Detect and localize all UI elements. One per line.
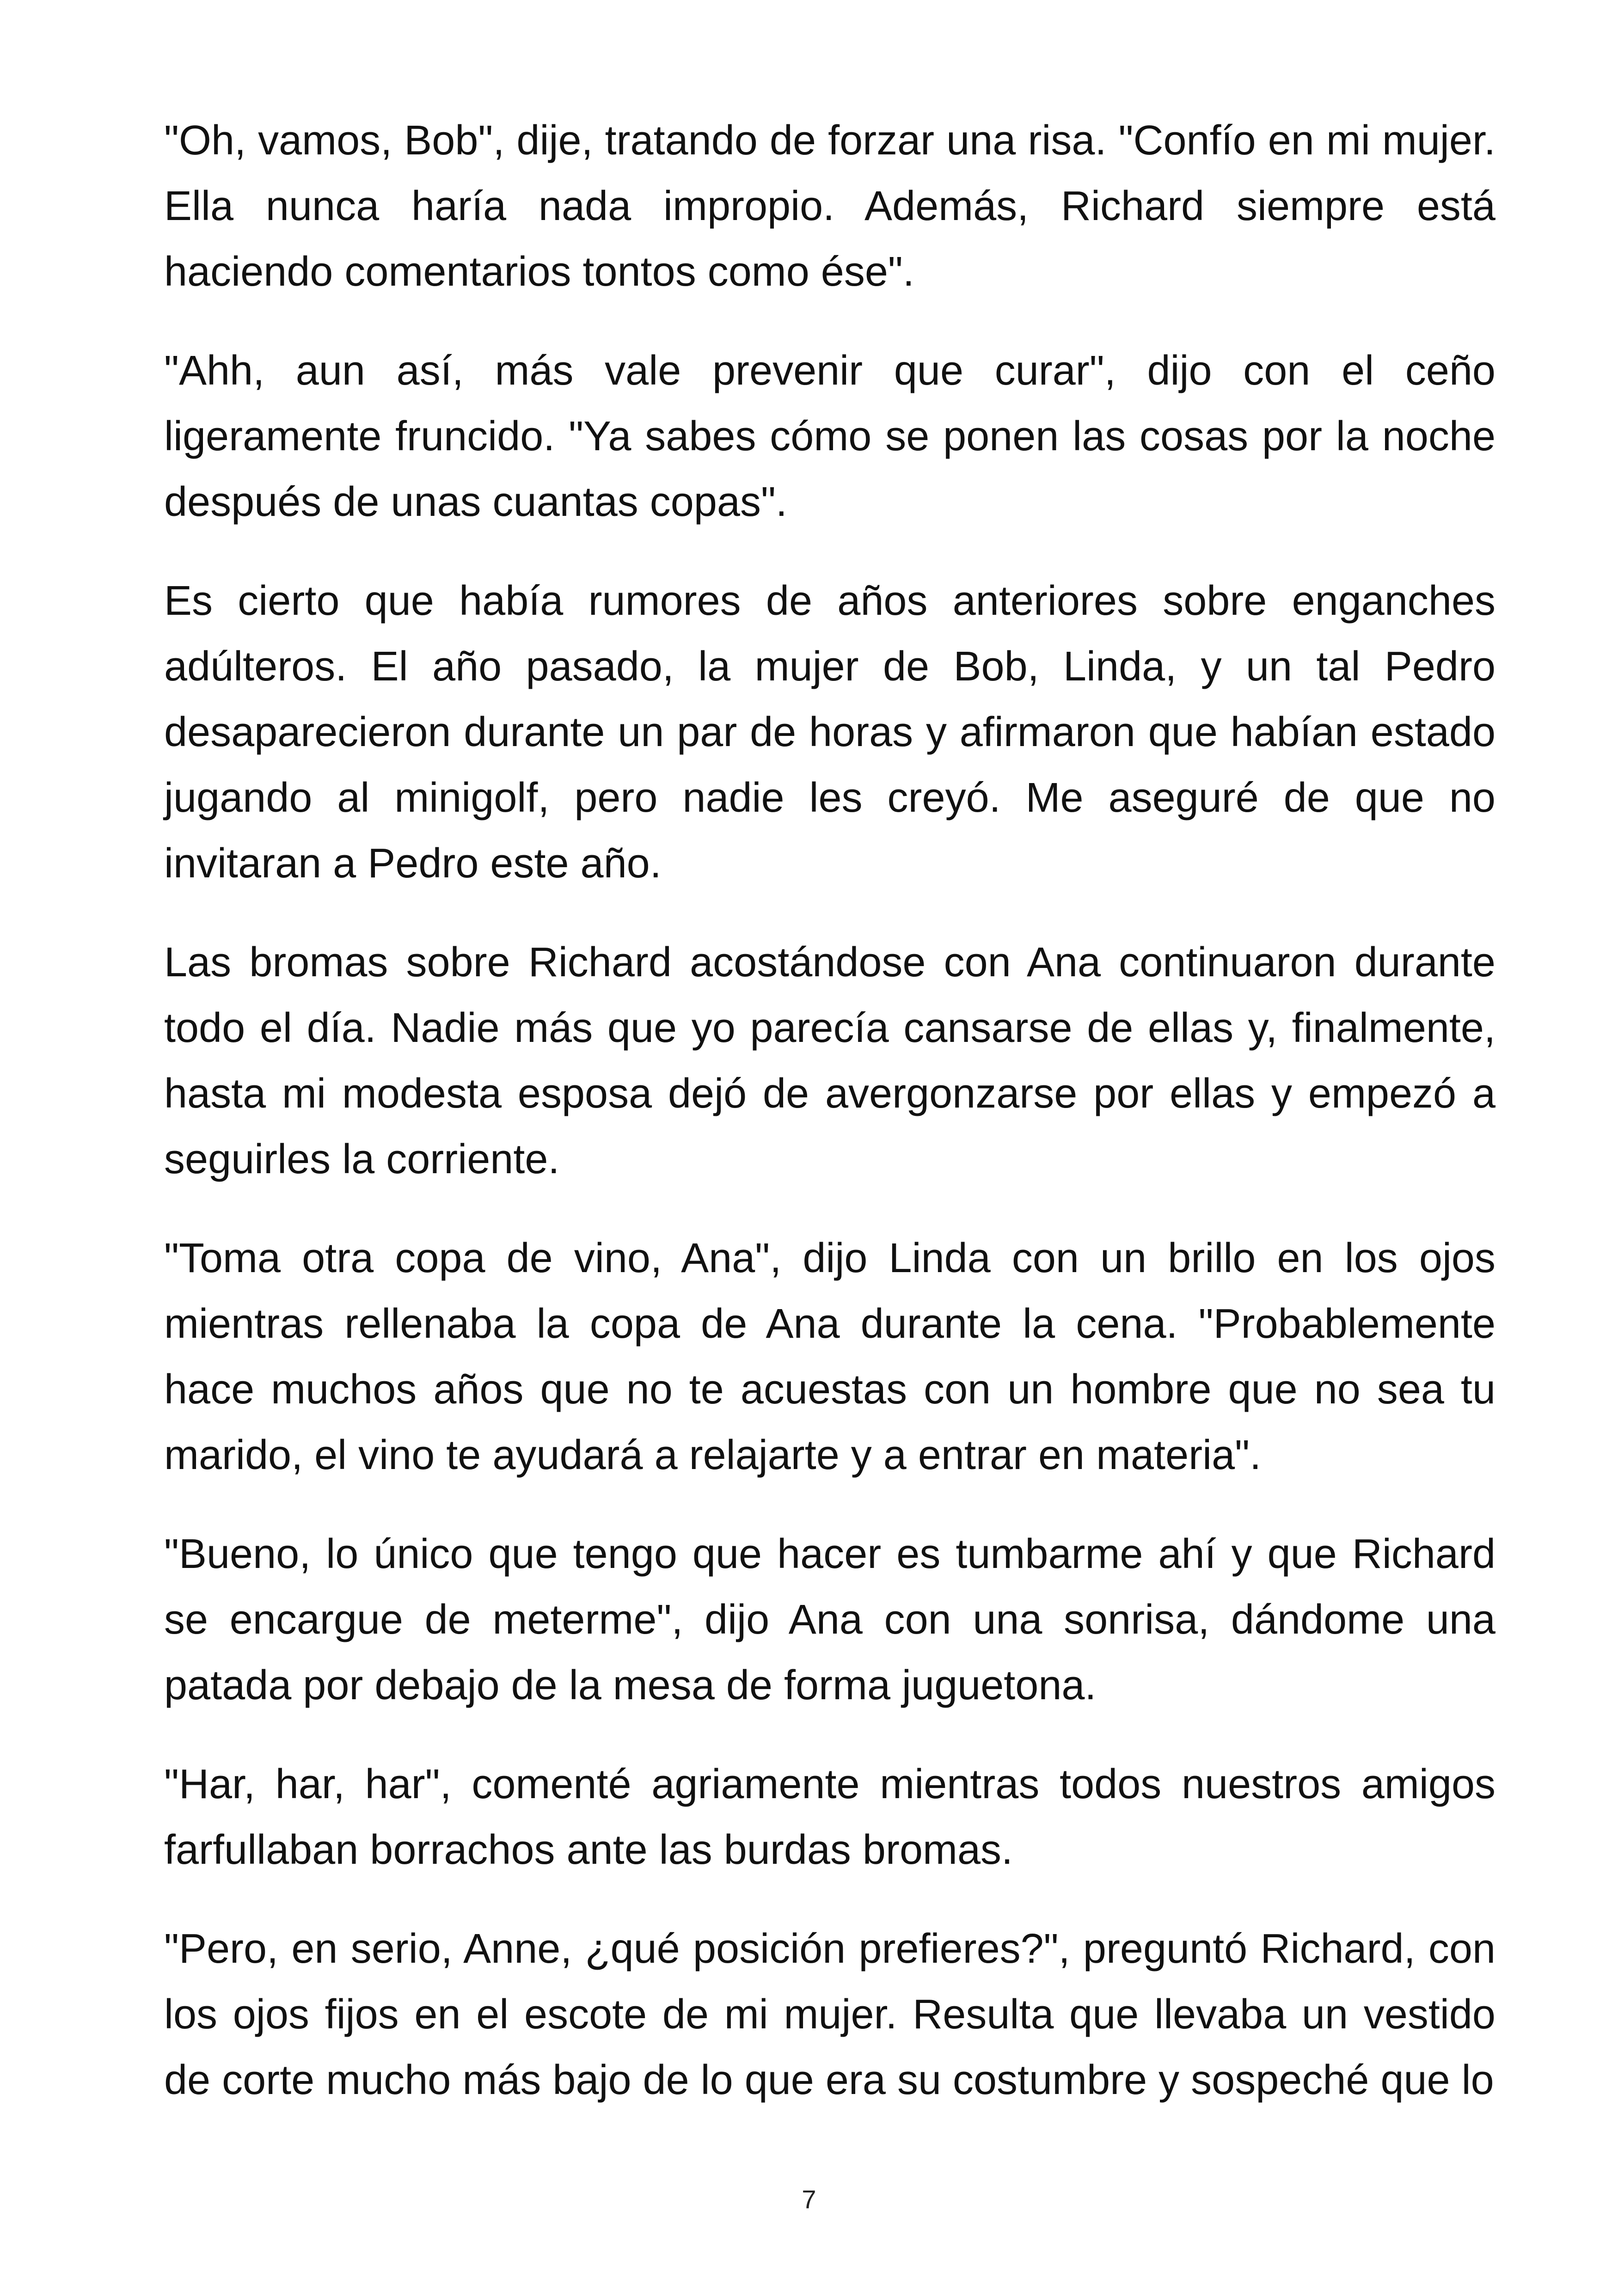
- paragraph-7: "Har, har, har", comenté agriamente mientras todos nuestros amigos farfullaban borrachos ante las burdas bromas.: [164, 1761, 1495, 1873]
- paragraph-1: "Oh, vamos, Bob", dije, tratando de forzar una risa. "Confío en mi mujer. Ella nunca haría nada impropio. Además, Richard siempre está haciendo comentarios tontos como ése".: [164, 117, 1495, 295]
- paragraph-3: Es cierto que había rumores de años anteriores sobre enganches adúlteros. El año pasado, la mujer de Bob, Linda, y un tal Pedro desaparecieron durante un par de horas y afirmaron que habían estado jugando al minigolf, pero nadie les creyó. Me aseguré de que no invitaran a Pedro este año.: [164, 578, 1495, 887]
- paragraph-2: "Ahh, aun así, más vale prevenir que curar", dijo con el ceño ligeramente fruncido. "Ya sabes cómo se ponen las cosas por la noche después de unas cuantas copas".: [164, 348, 1495, 525]
- paragraph-6: "Bueno, lo único que tengo que hacer es tumbarme ahí y que Richard se encargue de meterme", dijo Ana con una sonrisa, dándome una patada por debajo de la mesa de forma juguetona.: [164, 1531, 1495, 1708]
- page-number: 7: [802, 2185, 816, 2214]
- paragraph-5: "Toma otra copa de vino, Ana", dijo Linda con un brillo en los ojos mientras rellenaba la copa de Ana durante la cena. "Probablemente hace muchos años que no te acuestas con un hombre que no sea tu marido, el vino te ayudará a relajarte y a entrar en materia".: [164, 1235, 1495, 1478]
- paragraph-4: Las bromas sobre Richard acostándose con Ana continuaron durante todo el día. Nadie más que yo parecía cansarse de ellas y, finalmente, hasta mi modesta esposa dejó de avergonzarse por ellas y empezó a seguirles la corriente.: [164, 939, 1495, 1182]
- paragraph-8: "Pero, en serio, Anne, ¿qué posición prefieres?", preguntó Richard, con los ojos fijos en el escote de mi mujer. Resulta que llevaba un vestido de corte mucho más bajo de lo que era su costumbre y sospeché que lo: [164, 1926, 1495, 2103]
- document-page: [164, 108, 1495, 2146]
